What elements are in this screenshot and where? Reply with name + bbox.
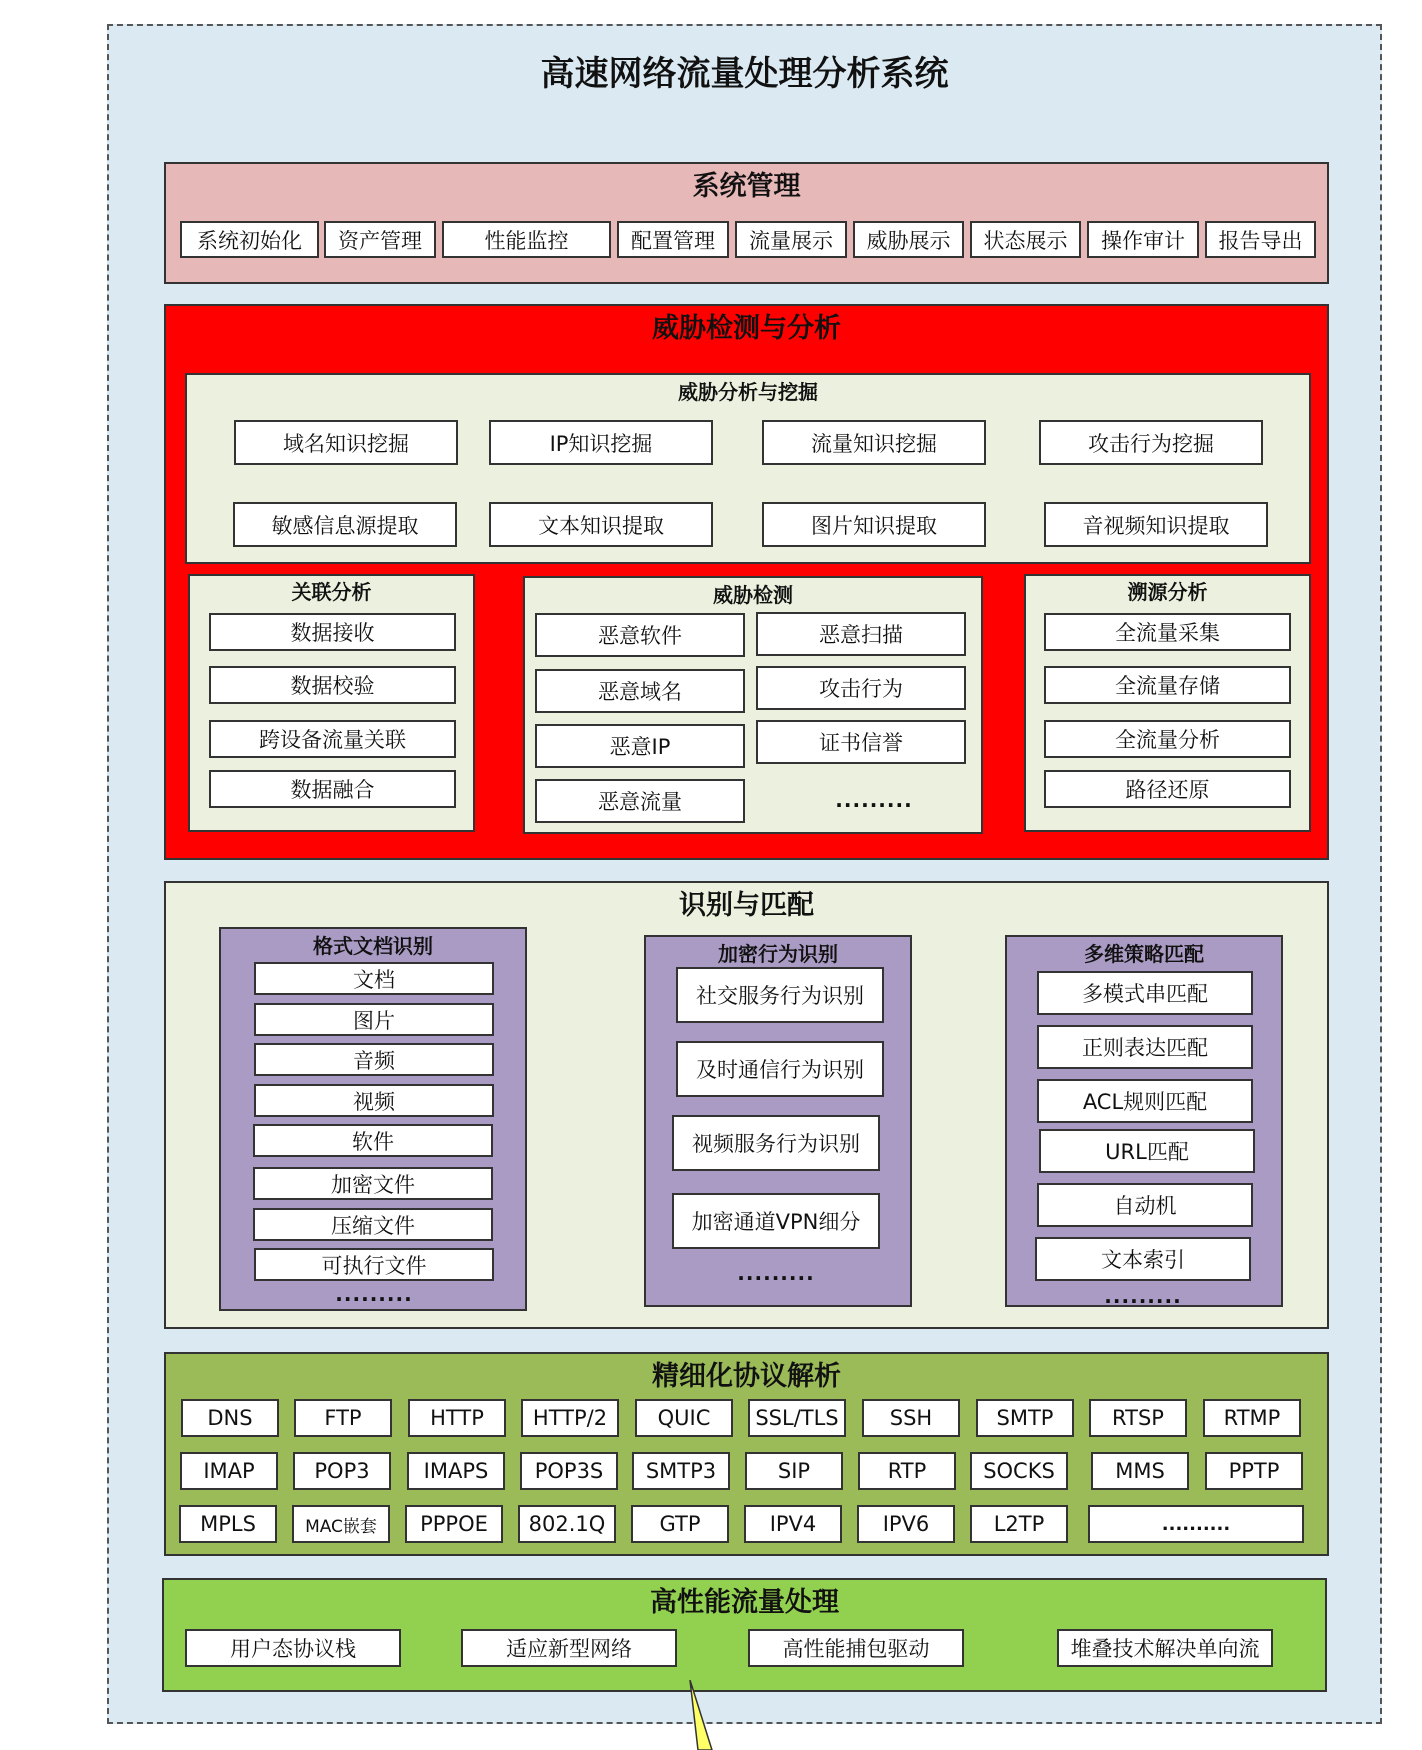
mining-ip: IP知识挖掘: [489, 420, 713, 465]
protocol-l2tp: L2TP: [970, 1505, 1068, 1543]
panel-encrypted-behavior-title: 加密行为识别: [718, 942, 838, 966]
protocol-pptp: PPTP: [1205, 1452, 1303, 1490]
sys-item-asset: 资产管理: [324, 221, 436, 258]
protocol-imaps: IMAPS: [407, 1452, 505, 1490]
mining-av: 音视频知识提取: [1044, 502, 1268, 547]
format-document: 文档: [254, 962, 494, 995]
protocol-pppoe: PPPOE: [405, 1505, 503, 1543]
strategy-acl: ACL规则匹配: [1037, 1079, 1253, 1123]
protocol-ssl-tls: SSL/TLS: [748, 1399, 846, 1437]
protocol-http2: HTTP/2: [521, 1399, 619, 1437]
panel-threat-mining-title: 威胁分析与挖掘: [678, 380, 818, 404]
protocol-mpls: MPLS: [179, 1505, 277, 1543]
section-threat-detection-title: 威胁检测与分析: [652, 313, 841, 344]
protocol-ipv4: IPV4: [744, 1505, 842, 1543]
sys-item-report-export: 报告导出: [1205, 221, 1316, 258]
protocol-8021q: 802.1Q: [518, 1505, 616, 1543]
trace-store: 全流量存储: [1044, 666, 1291, 704]
section-identify-match-title: 识别与匹配: [679, 890, 814, 921]
strategy-automaton: 自动机: [1037, 1183, 1253, 1227]
sys-item-status-display: 状态展示: [970, 221, 1081, 258]
protocol-rtsp: RTSP: [1089, 1399, 1187, 1437]
strategy-more: .........: [1104, 1284, 1182, 1308]
detection-more: .........: [835, 788, 913, 812]
encrypted-more: .........: [737, 1261, 815, 1285]
panel-detection-title: 威胁检测: [713, 583, 793, 607]
perf-capture-driver: 高性能捕包驱动: [748, 1629, 964, 1667]
section-system-management-title: 系统管理: [692, 171, 801, 202]
correlation-receive: 数据接收: [209, 613, 456, 651]
encrypted-video: 视频服务行为识别: [672, 1115, 880, 1171]
mining-image: 图片知识提取: [762, 502, 986, 547]
format-encrypted-file: 加密文件: [253, 1167, 493, 1200]
detection-malicious-domain: 恶意域名: [535, 669, 745, 713]
sys-item-threat-display: 威胁展示: [853, 221, 964, 258]
format-software: 软件: [253, 1124, 493, 1157]
strategy-regex: 正则表达匹配: [1037, 1025, 1253, 1069]
strategy-url: URL匹配: [1039, 1129, 1255, 1173]
panel-strategy-match-title: 多维策略匹配: [1084, 942, 1204, 966]
format-executable: 可执行文件: [254, 1248, 494, 1281]
encrypted-im: 及时通信行为识别: [676, 1041, 884, 1097]
trace-collect: 全流量采集: [1044, 613, 1291, 651]
format-compressed-file: 压缩文件: [253, 1208, 493, 1241]
detection-malware: 恶意软件: [535, 613, 745, 657]
mining-traffic: 流量知识挖掘: [762, 420, 986, 465]
protocol-gtp: GTP: [631, 1505, 729, 1543]
perf-new-network: 适应新型网络: [461, 1629, 677, 1667]
correlation-cross-device: 跨设备流量关联: [209, 720, 456, 758]
perf-user-stack: 用户态协议栈: [185, 1629, 401, 1667]
perf-stacking-tech: 堆叠技术解决单向流: [1057, 1629, 1273, 1667]
detection-malicious-traffic: 恶意流量: [535, 779, 745, 823]
mining-text: 文本知识提取: [489, 502, 713, 547]
detection-malicious-ip: 恶意IP: [535, 724, 745, 768]
format-video: 视频: [254, 1084, 494, 1117]
format-audio: 音频: [254, 1043, 494, 1076]
protocol-ssh: SSH: [862, 1399, 960, 1437]
protocol-quic: QUIC: [635, 1399, 733, 1437]
callout-pointer: [680, 1680, 720, 1750]
mining-domain: 域名知识挖掘: [234, 420, 458, 465]
encrypted-vpn: 加密通道VPN细分: [672, 1193, 880, 1249]
panel-trace-title: 溯源分析: [1127, 580, 1208, 604]
mining-attack: 攻击行为挖掘: [1039, 420, 1263, 465]
detection-malicious-scan: 恶意扫描: [756, 612, 966, 656]
sys-item-performance: 性能监控: [442, 221, 611, 258]
panel-format-doc-title: 格式文档识别: [313, 934, 433, 958]
protocol-mac-nested: MAC嵌套: [292, 1505, 390, 1543]
protocol-http: HTTP: [408, 1399, 506, 1437]
protocol-sip: SIP: [745, 1452, 843, 1490]
page-title: 高速网络流量处理分析系统: [540, 54, 949, 94]
format-more: .........: [335, 1282, 413, 1306]
trace-analyze: 全流量分析: [1044, 720, 1291, 758]
protocol-rtmp: RTMP: [1203, 1399, 1301, 1437]
detection-attack-behavior: 攻击行为: [756, 666, 966, 710]
encrypted-social: 社交服务行为识别: [676, 967, 884, 1023]
protocol-pop3s: POP3S: [520, 1452, 618, 1490]
protocol-mms: MMS: [1091, 1452, 1189, 1490]
sys-item-init: 系统初始化: [180, 221, 319, 258]
sys-item-config: 配置管理: [617, 221, 729, 258]
correlation-verify: 数据校验: [209, 666, 456, 704]
protocol-dns: DNS: [181, 1399, 279, 1437]
detection-cert-reputation: 证书信誉: [756, 720, 966, 764]
section-high-performance-title: 高性能流量处理: [650, 1587, 839, 1618]
protocol-pop3: POP3: [293, 1452, 391, 1490]
protocol-socks: SOCKS: [970, 1452, 1068, 1490]
mining-sensitive: 敏感信息源提取: [233, 502, 457, 547]
protocol-imap: IMAP: [180, 1452, 278, 1490]
trace-path-restore: 路径还原: [1044, 770, 1291, 808]
correlation-fusion: 数据融合: [209, 770, 456, 808]
section-protocol-parsing-title: 精细化协议解析: [652, 1361, 841, 1392]
panel-correlation-title: 关联分析: [291, 580, 372, 604]
sys-item-traffic-display: 流量展示: [735, 221, 847, 258]
protocol-smtp3: SMTP3: [632, 1452, 730, 1490]
protocol-smtp: SMTP: [976, 1399, 1074, 1437]
format-image: 图片: [254, 1003, 494, 1036]
protocol-ipv6: IPV6: [857, 1505, 955, 1543]
strategy-text-index: 文本索引: [1035, 1237, 1251, 1281]
protocol-rtp: RTP: [858, 1452, 956, 1490]
protocol-more: ..........: [1088, 1505, 1304, 1543]
strategy-multi-pattern: 多模式串匹配: [1037, 971, 1253, 1015]
sys-item-audit: 操作审计: [1087, 221, 1199, 258]
protocol-ftp: FTP: [294, 1399, 392, 1437]
